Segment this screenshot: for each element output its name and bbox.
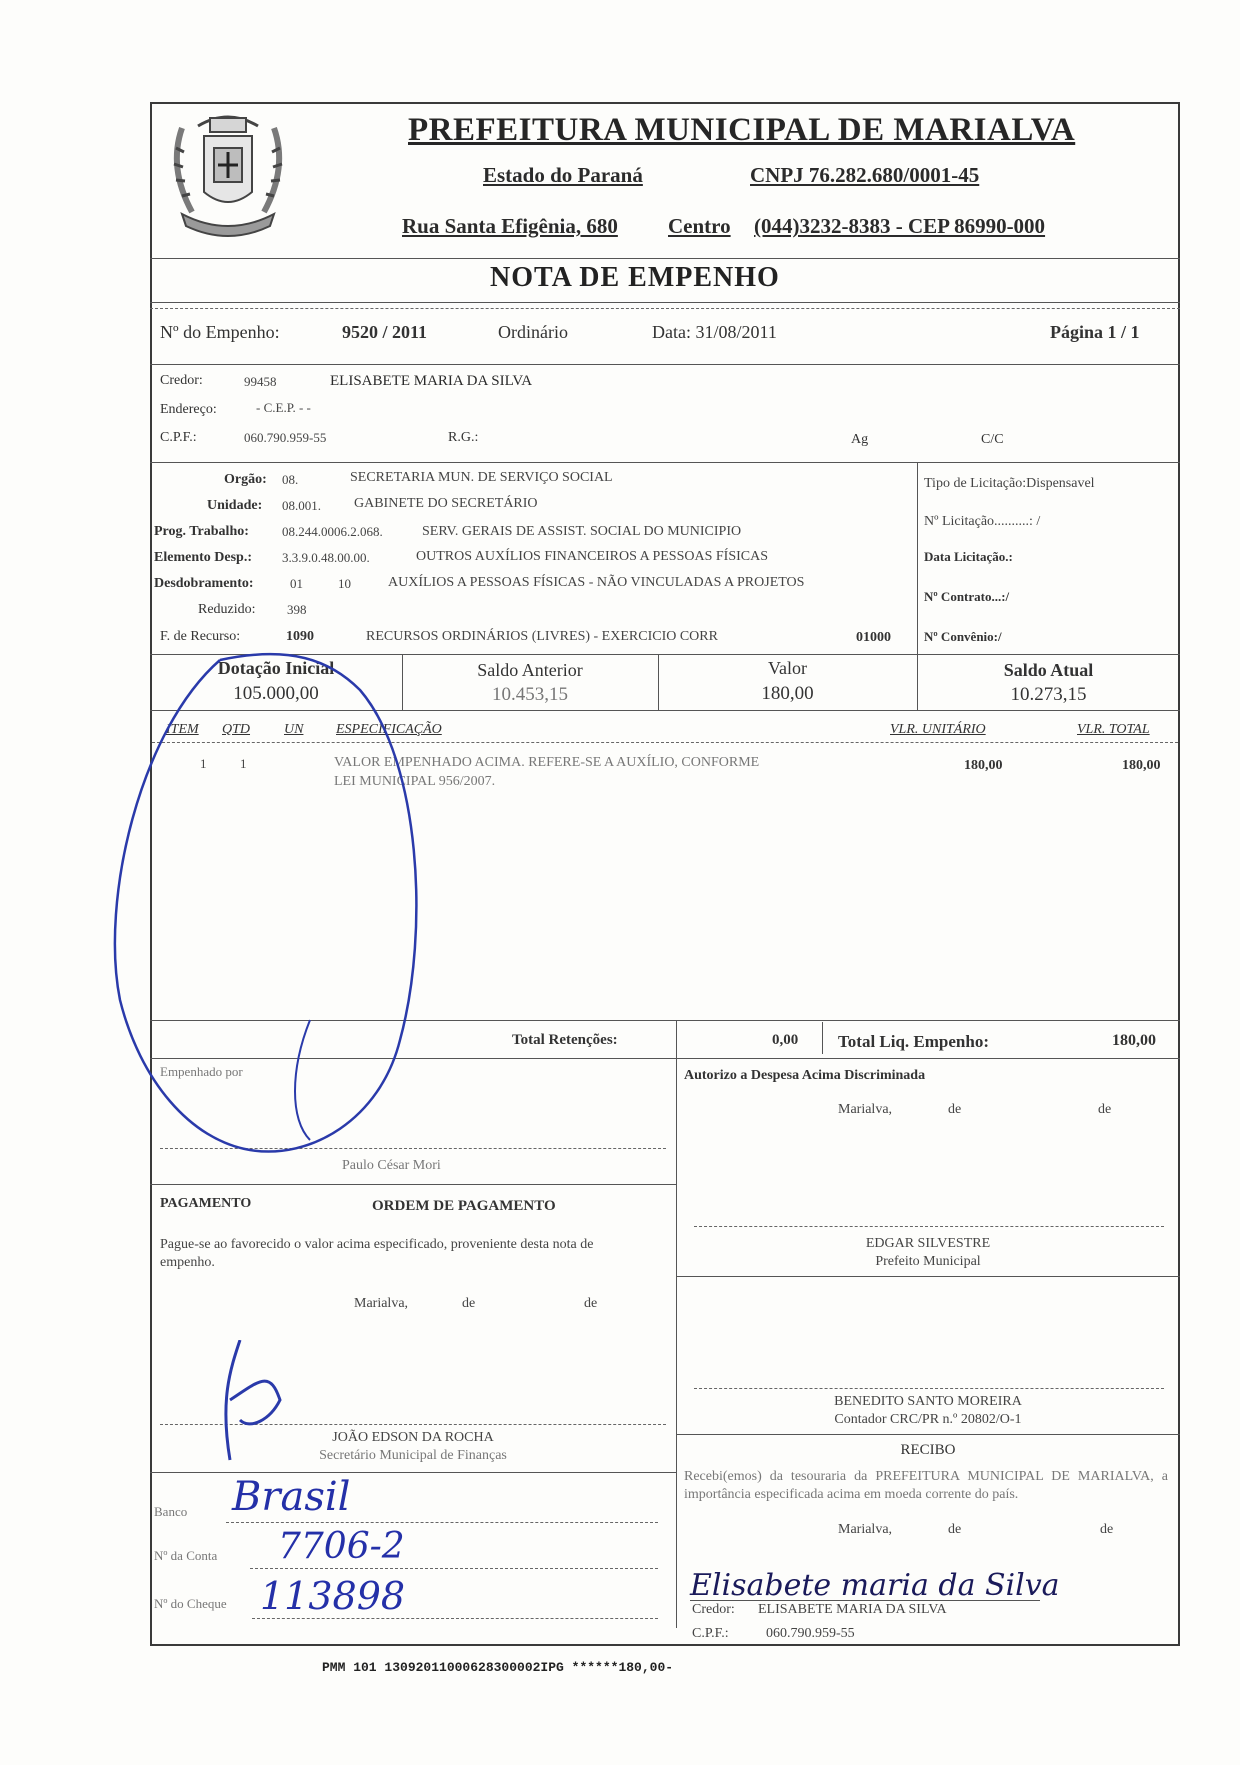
desdobramento-b: 10 — [338, 576, 351, 591]
total-retencoes-label: Total Retenções: — [512, 1032, 618, 1048]
reduzido-value: 398 — [287, 602, 307, 617]
recibo-text: Recebi(emos) da tesouraria da PREFEITURA MUNICIPAL DE MARIALVA, a importância especificada acima em moeda corrente do país. — [684, 1469, 1168, 1502]
recibo-credor-name: ELISABETE MARIA DA SILVA — [758, 1602, 947, 1617]
input-line — [252, 1618, 658, 1619]
prog-code: 08.244.0006.2.068. — [282, 524, 383, 539]
divider — [676, 1434, 1180, 1435]
row-vlr-unitario: 180,00 — [964, 758, 1003, 773]
recibo-cpf-label: C.P.F.: — [692, 1626, 729, 1641]
row-spec-line1: VALOR EMPENHADO ACIMA. REFERE-SE A AUXÍLIO, CONFORME — [334, 755, 760, 770]
credor-code: 99458 — [244, 374, 277, 389]
dotacao-inicial-label: Dotação Inicial — [217, 658, 335, 678]
document-title: NOTA DE EMPENHO — [490, 262, 780, 293]
orgao-label: Orgão: — [224, 472, 267, 487]
valor-value: 180,00 — [761, 683, 814, 704]
orgao-code: 08. — [282, 472, 299, 487]
desdobramento-desc: AUXÍLIOS A PESSOAS FÍSICAS - NÃO VINCULADAS A PROJETOS — [388, 575, 805, 590]
empenhado-signer: Paulo César Mori — [342, 1158, 441, 1173]
banco-label: Banco — [154, 1504, 188, 1519]
prog-desc: SERV. GERAIS DE ASSIST. SOCIAL DO MUNICIPIO — [422, 524, 742, 539]
recurso-desc: RECURSOS ORDINÁRIOS (LIVRES) - EXERCICIO CORR — [366, 629, 718, 644]
desdobramento-label: Desdobramento: — [154, 576, 254, 591]
endereco-label: Endereço: — [160, 402, 217, 417]
autorizo-de2: de — [1098, 1102, 1112, 1117]
saldo-atual-value: 10.273,15 — [1010, 684, 1087, 705]
saldo-anterior-value: 10.453,15 — [492, 684, 568, 705]
phone-cep: (044)3232-8383 - CEP 86990-000 — [754, 214, 1046, 238]
street-address: Rua Santa Efigênia, 680 — [402, 214, 618, 238]
mayor-name: EDGAR SILVESTRE — [865, 1236, 991, 1251]
total-liq-label: Total Liq. Empenho: — [838, 1032, 989, 1051]
divider — [150, 1184, 676, 1185]
empenhado-label: Empenhado por — [160, 1064, 243, 1079]
signature-line — [694, 1388, 1164, 1389]
saldo-atual-label: Saldo Atual — [1003, 660, 1094, 680]
ordem-pagamento-title: ORDEM DE PAGAMENTO — [372, 1198, 556, 1214]
recibo-place: Marialva, — [838, 1522, 893, 1537]
pagamento-title: PAGAMENTO — [160, 1196, 252, 1211]
orgao-desc: SECRETARIA MUN. DE SERVIÇO SOCIAL — [350, 470, 613, 485]
divider — [150, 302, 1180, 303]
cheque-label: Nº do Cheque — [154, 1596, 227, 1611]
divider — [917, 462, 918, 654]
state-name: Estado do Paraná — [483, 163, 643, 187]
licitacao-numero: Nº Licitação..........: / — [924, 514, 1041, 529]
empenho-type: Ordinário — [498, 322, 568, 342]
reduzido-label: Reduzido: — [198, 602, 256, 617]
col-vlr-total: VLR. TOTAL — [1077, 722, 1150, 737]
col-item: ITEM — [166, 722, 199, 737]
row-spec-line2: LEI MUNICIPAL 956/2007. — [334, 774, 496, 789]
recibo-de2: de — [1100, 1522, 1114, 1537]
recibo-de1: de — [948, 1522, 962, 1537]
accountant-role: Contador CRC/PR n.º 20802/O-1 — [834, 1412, 1022, 1427]
district: Centro — [668, 214, 731, 238]
prog-label: Prog. Trabalho: — [154, 524, 249, 539]
mayor-role: Prefeito Municipal — [875, 1254, 981, 1269]
conta-handwritten: 7706-2 — [278, 1526, 405, 1567]
cheque-handwritten: 113898 — [260, 1574, 406, 1618]
row-item: 1 — [200, 756, 207, 771]
col-vlr-unitario: VLR. UNITÁRIO — [890, 722, 986, 737]
recurso-label: F. de Recurso: — [160, 629, 241, 644]
convenio: Nº Convênio:/ — [924, 629, 1002, 644]
autorizo-place: Marialva, — [838, 1102, 893, 1117]
autorizo-de1: de — [948, 1102, 962, 1117]
total-retencoes-value: 0,00 — [772, 1032, 799, 1048]
col-especificacao: ESPECIFICAÇÃO — [336, 722, 442, 737]
accountant-name: BENEDITO SANTO MOREIRA — [834, 1394, 1022, 1409]
divider — [150, 364, 1180, 365]
empenho-number-label: Nº do Empenho: — [160, 322, 280, 342]
recibo-signature: Elisabete maria da Silva — [690, 1568, 1060, 1603]
cpf-label: C.P.F.: — [160, 430, 197, 445]
divider — [150, 1472, 676, 1473]
total-liq-value: 180,00 — [1112, 1032, 1156, 1049]
col-un: UN — [284, 722, 304, 737]
elemento-desc: OUTROS AUXÍLIOS FINANCEIROS A PESSOAS FÍSICAS — [416, 549, 769, 564]
recibo-title: RECIBO — [900, 1442, 956, 1458]
pagamento-de2: de — [584, 1296, 598, 1311]
recibo-credor-label: Credor: — [692, 1602, 735, 1617]
unidade-label: Unidade: — [207, 498, 263, 513]
cpf-value: 060.790.959-55 — [244, 430, 327, 445]
pagamento-de1: de — [462, 1296, 476, 1311]
cnpj: CNPJ 76.282.680/0001-45 — [750, 163, 980, 187]
row-vlr-total: 180,00 — [1122, 758, 1161, 773]
input-line — [250, 1568, 658, 1569]
licitacao-tipo: Tipo de Licitação:Dispensavel — [924, 476, 1095, 491]
secretary-name: JOÃO EDSON DA ROCHA — [332, 1430, 494, 1445]
row-qtd: 1 — [240, 756, 247, 771]
signature-line — [690, 1600, 1040, 1601]
banco-handwritten: Brasil — [232, 1474, 351, 1520]
elemento-code: 3.3.9.0.48.00.00. — [282, 550, 370, 565]
ag-label: Ag — [851, 432, 869, 447]
elemento-label: Elemento Desp.: — [154, 550, 252, 565]
pagamento-text: Pague-se ao favorecido o valor acima especificado, proveniente desta nota de empenho. — [160, 1237, 594, 1270]
secretary-signature-mark — [210, 1340, 300, 1470]
cc-label: C/C — [981, 432, 1004, 447]
valor-label: Valor — [768, 658, 807, 678]
recurso-code: 1090 — [286, 629, 314, 644]
col-qtd: QTD — [222, 722, 251, 737]
saldo-anterior-label: Saldo Anterior — [477, 660, 583, 680]
dotacao-inicial-value: 105.000,00 — [233, 683, 319, 704]
secretary-role: Secretário Municipal de Finanças — [319, 1448, 507, 1463]
desdobramento-a: 01 — [290, 576, 303, 591]
divider — [150, 258, 1180, 259]
contrato: Nº Contrato...:/ — [924, 589, 1010, 604]
endereco-value: - C.E.P. - - — [256, 400, 311, 415]
input-line — [226, 1522, 658, 1523]
divider — [822, 1022, 823, 1054]
recibo-cpf: 060.790.959-55 — [766, 1626, 855, 1641]
divider — [676, 1058, 677, 1628]
page-number: Página 1 / 1 — [1050, 322, 1140, 342]
licitacao-data: Data Licitação.: — [924, 549, 1013, 564]
divider — [150, 462, 1180, 463]
divider — [150, 308, 1180, 309]
credor-label: Credor: — [160, 373, 203, 388]
autorizo-title: Autorizo a Despesa Acima Discriminada — [684, 1068, 926, 1083]
empenho-number: 9520 / 2011 — [342, 322, 428, 342]
handwritten-oval-mark — [100, 640, 460, 1170]
conta-label: Nº da Conta — [154, 1548, 218, 1563]
credor-name: ELISABETE MARIA DA SILVA — [330, 373, 533, 389]
signature-line — [694, 1226, 1164, 1227]
recurso-fonte: 01000 — [856, 630, 891, 645]
pagamento-place: Marialva, — [354, 1296, 409, 1311]
unidade-code: 08.001. — [282, 498, 321, 513]
rg-label: R.G.: — [448, 430, 479, 445]
page-title: PREFEITURA MUNICIPAL DE MARIALVA — [408, 112, 1076, 148]
footer-code: PMM 101 13092011000628300002IPG ******180,00- — [322, 1660, 674, 1675]
empenho-date: Data: 31/08/2011 — [652, 322, 777, 342]
unidade-desc: GABINETE DO SECRETÁRIO — [354, 496, 538, 511]
divider — [676, 1020, 677, 1058]
divider — [676, 1276, 1180, 1277]
